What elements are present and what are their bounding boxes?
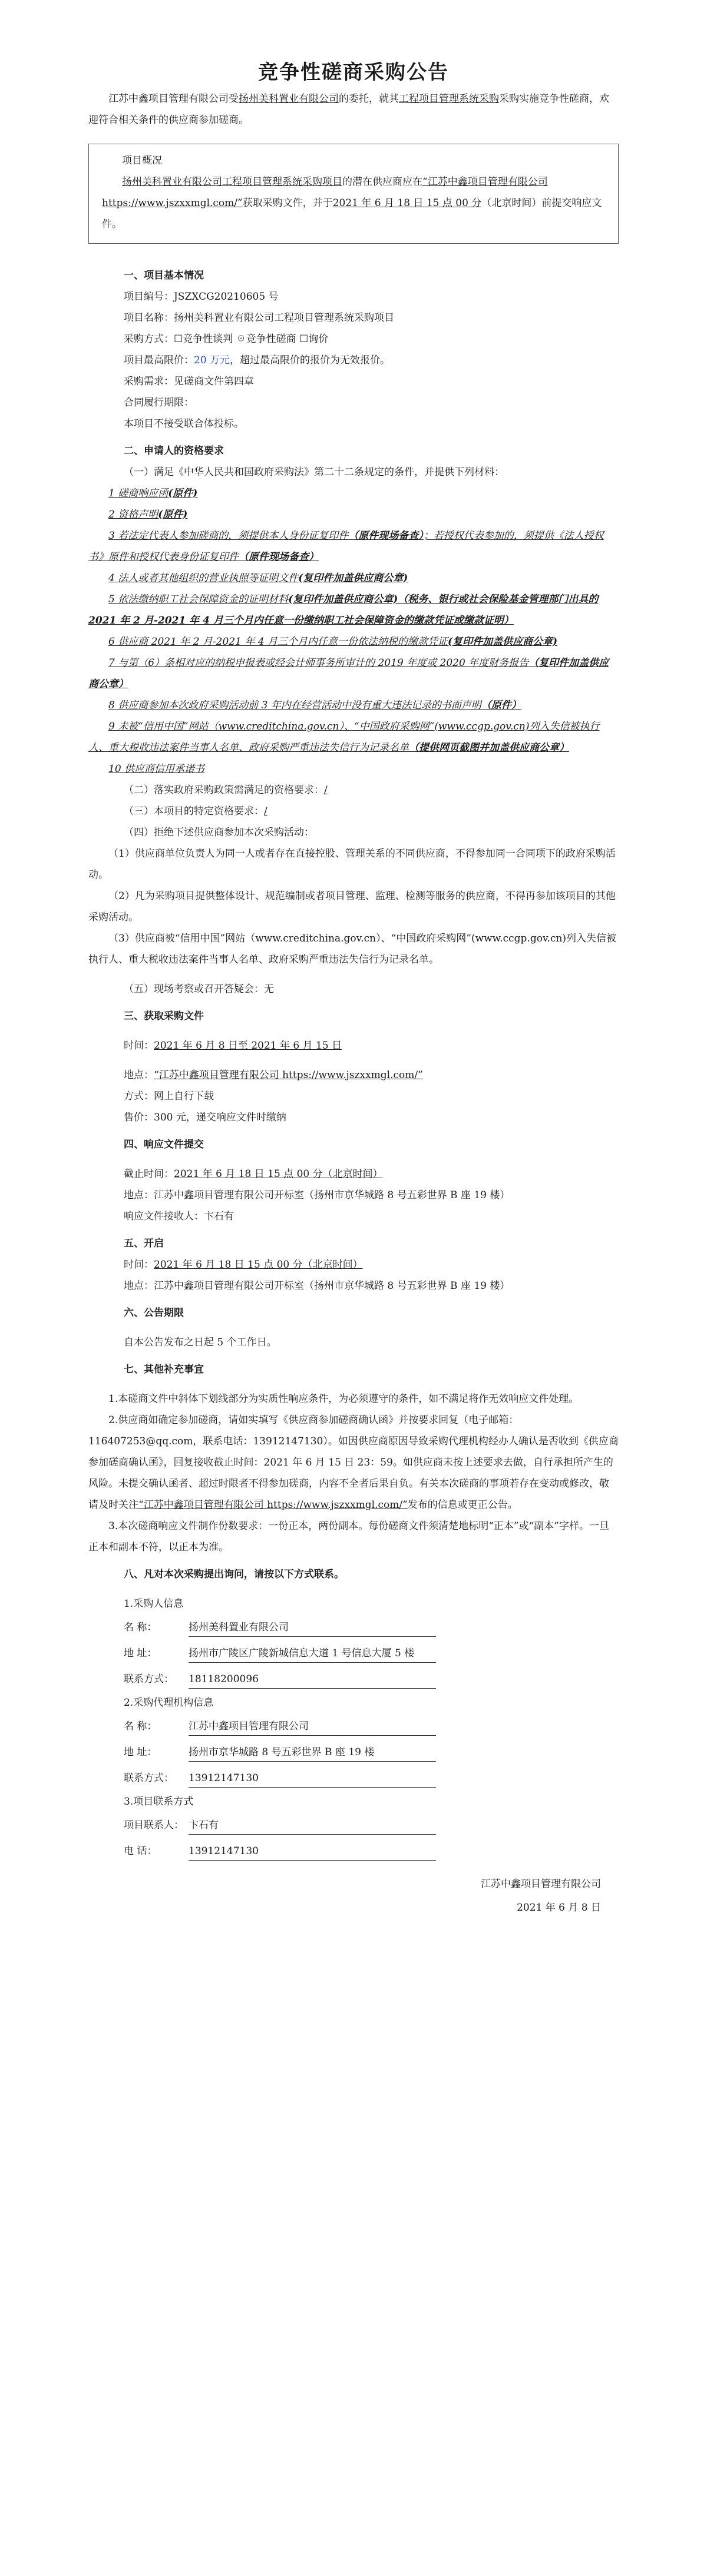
requirement-2: （二）落实政府采购政策需满足的资格要求：/ xyxy=(124,784,328,796)
project-number: 项目编号：JSZXCG20210605 号 xyxy=(124,291,279,303)
qualification-item: 3 若法定代表人参加磋商的，须提供本人身份证复印件（原件现场备查）；若授权代表参加的，须提供《法人授权书》原件和授权代表身份证复印件（原件现场备查） xyxy=(88,530,604,563)
qualification-item: 10 供应商信用承诺书 xyxy=(108,763,205,775)
signature-org: 江苏中鑫项目管理有限公司 xyxy=(481,1878,601,1890)
acquire-time: 时间：2021 年 6 月 8 日至 2021 年 6 月 15 日 xyxy=(124,1040,342,1052)
intro-paragraph: 江苏中鑫项目管理有限公司受扬州美科置业有限公司的委托，就其工程项目管理系统采购采购实施竞争性磋商，欢迎符合相关条件的供应商参加磋商。 xyxy=(88,93,609,126)
rejection-2: （2）凡为采购项目提供整体设计、规范编制或者项目管理、监理、检测等服务的供应商，不得再参加该项目的其他采购活动。 xyxy=(88,890,616,923)
purchaser-info-heading: 1.采购人信息 xyxy=(124,1598,184,1610)
rejection-3: （3）供应商被“信用中国”网站（www.creditchina.gov.cn）、“中国政府采购网”(www.ccgp.gov.cn)列入失信被执行人、重大税收违法案件当事人名单、政府采购严重违法失信行为记录名单。 xyxy=(88,933,617,966)
qualification-item: 2 资格声明(原件) xyxy=(108,509,188,520)
section-3-heading: 三、获取采购文件 xyxy=(124,1010,204,1022)
supplement-1: 1.本磋商文件中斜体下划线部分为实质性响应条件，为必须遵守的条件，如不满足将作无效响应文件处理。 xyxy=(108,1393,579,1405)
qualification-item: 5 依法缴纳职工社会保障资金的证明材料(复印件加盖供应商公章)（税务、银行或社会保险基金管理部门出具的 2021 年 2 月-2021 年 4 月三个月内任意一份缴纳职工社会保障资金的缴款凭证或缴款证明） xyxy=(88,594,599,626)
project-name: 工程项目管理系统采购 xyxy=(399,93,499,105)
document-price: 售价：300 元，递交响应文件时缴纳 xyxy=(124,1112,286,1123)
requirement-3: （三）本项目的特定资格要求：/ xyxy=(124,805,267,817)
contact-row: 项目联系人： 卞石有 xyxy=(88,1812,619,1838)
qualification-list xyxy=(88,483,619,780)
page-title: 竞争性磋商采购公告 xyxy=(258,61,449,84)
requirement-4: （四）拒绝下述供应商参加本次采购活动： xyxy=(124,827,314,838)
qualification-item: 7 与第（6）条相对应的纳税申报表或经会计师事务所审计的 2019 年度或 2020 年度财务报告（复印件加盖供应商公章） xyxy=(88,657,609,690)
rejection-1: （1）供应商单位负责人为同一人或者存在直接控股、管理关系的不同供应商，不得参加同一合同项下的政府采购活动。 xyxy=(88,848,616,881)
contact-row: 电 话： 13912147130 xyxy=(88,1838,619,1864)
client-name: 扬州美科置业有限公司 xyxy=(239,93,339,105)
supplement-2: 2.供应商如确定参加磋商，请如实填写《供应商参加磋商确认函》并按要求回复（电子邮箱：116407253@qq.com，联系电话：13912147130）。如因供应商原因导致采购代理机构经办人确认是否收到《供应商参加磋商确认函》，回复接收截止时间：2021 年 6 月 15 日 23：59。如供应商未按上述要求去做，自行承担所产生的风险。未提交确认函者、超过时限者不得参加磋商，内容不全者后果自负。有关本次磋商的事项若存在变动或修改，敬请及时关注“江苏中鑫项目管理有限公司 https://www.jszxxmgl.com/”发布的信息或更正公告。 xyxy=(88,1414,619,1511)
submit-place: 地点：江苏中鑫项目管理有限公司开标室（扬州市京华城路 8 号五彩世界 B 座 19 楼） xyxy=(124,1189,510,1201)
supplement-3: 3.本次磋商响应文件制作份数要求：一份正本，两份副本。每份磋商文件须清楚地标明“正本”或“副本”字样。一旦正本和副本不符，以正本为准。 xyxy=(88,1520,609,1553)
summary-text: 扬州美科置业有限公司工程项目管理系统采购项目的潜在供应商应在“江苏中鑫项目管理有限公司 https://www.jszxxmgl.com/”获取采购文件，并于2021 年 6 月 18 日 15 点 00 分（北京时间）前提交响应文件。 xyxy=(102,176,602,230)
contract-period: 合同履行期限： xyxy=(124,397,194,409)
submit-deadline: 截止时间：2021 年 6 月 18 日 15 点 00 分（北京时间） xyxy=(124,1168,383,1180)
qualification-item: 8 供应商参加本次政府采购活动前 3 年内在经营活动中没有重大违法记录的书面声明（原件） xyxy=(108,699,521,711)
signature-date: 2021 年 6 月 8 日 xyxy=(517,1902,601,1914)
consortium-note: 本项目不接受联合体投标。 xyxy=(124,418,244,430)
procurement-demand: 采购需求：见磋商文件第四章 xyxy=(124,376,254,387)
qualification-item: 4 法人或者其他组织的营业执照等证明文件(复印件加盖供应商公章) xyxy=(108,572,408,584)
acquire-link[interactable]: “江苏中鑫项目管理有限公司 https://www.jszxxmgl.com/” xyxy=(154,1069,423,1081)
section-4-heading: 四、响应文件提交 xyxy=(124,1139,204,1151)
platform-link[interactable]: “江苏中鑫项目管理有限公司 https://www.jszxxmgl.com/” xyxy=(102,176,548,209)
opening-time: 时间：2021 年 6 月 18 日 15 点 00 分（北京时间） xyxy=(124,1259,363,1271)
contact-row: 名 称： 江苏中鑫项目管理有限公司 xyxy=(88,1713,619,1739)
section-2-heading: 二、申请人的资格要求 xyxy=(124,445,224,457)
requirement-5: （五）现场考察或召开答疑会：无 xyxy=(124,983,274,995)
submit-receiver: 响应文件接收人：卞石有 xyxy=(124,1211,234,1222)
acquire-place: 地点：“江苏中鑫项目管理有限公司 https://www.jszxxmgl.com/” xyxy=(124,1069,423,1081)
acquire-method: 方式：网上自行下载 xyxy=(124,1090,214,1102)
requirement-1: （一）满足《中华人民共和国政府采购法》第二十二条规定的条件，并提供下列材料： xyxy=(124,466,504,478)
qualification-item: 6 供应商 2021 年 2 月-2021 年 4 月三个月内任意一份依法纳税的缴款凭证(复印件加盖供应商公章) xyxy=(108,636,558,648)
project-contact-heading: 3.项目联系方式 xyxy=(124,1796,194,1808)
opening-place: 地点：江苏中鑫项目管理有限公司开标室（扬州市京华城路 8 号五彩世界 B 座 19 楼） xyxy=(124,1280,510,1292)
project-summary-box xyxy=(88,144,619,244)
budget-limit: 项目最高限价：20 万元，超过最高限价的报价为无效报价。 xyxy=(124,354,391,366)
section-5-heading: 五、开启 xyxy=(124,1238,164,1249)
summary-heading: 项目概况 xyxy=(122,155,162,167)
contact-row: 联系方式： 13912147130 xyxy=(88,1765,619,1791)
section-7-heading: 七、其他补充事宜 xyxy=(124,1364,204,1375)
contact-row: 名 称： 扬州美科置业有限公司 xyxy=(88,1614,619,1640)
section-6-heading: 六、公告期限 xyxy=(124,1307,184,1319)
contact-row: 地 址： 扬州市广陵区广陵新城信息大道 1 号信息大厦 5 楼 xyxy=(88,1640,619,1666)
agency-info-heading: 2.采购代理机构信息 xyxy=(124,1697,214,1709)
supplement-link[interactable]: “江苏中鑫项目管理有限公司 https://www.jszxxmgl.com/” xyxy=(138,1499,408,1511)
qualification-item: 9 未被“信用中国”网站（www.creditchina.gov.cn）、“中国政府采购网”(www.ccgp.gov.cn)列入失信被执行人、重大税收违法案件当事人名单、政府采购严重违法失信行为记录名单（提供网页截图并加盖供应商公章） xyxy=(88,721,600,754)
project-title: 项目名称：扬州美科置业有限公司工程项目管理系统采购项目 xyxy=(124,312,394,324)
announcement-period: 自本公告发布之日起 5 个工作日。 xyxy=(124,1337,277,1348)
section-1-heading: 一、项目基本情况 xyxy=(124,270,204,281)
procurement-method: 采购方式：☐竞争性谈判 ☉竞争性磋商 ☐询价 xyxy=(124,333,329,345)
contact-row: 地 址： 扬州市京华城路 8 号五彩世界 B 座 19 楼 xyxy=(88,1739,619,1765)
section-8-heading: 八、凡对本次采购提出询问，请按以下方式联系。 xyxy=(124,1569,344,1580)
contact-row: 联系方式： 18118200096 xyxy=(88,1666,619,1692)
qualification-item: 1 磋商响应函(原件) xyxy=(108,488,198,499)
